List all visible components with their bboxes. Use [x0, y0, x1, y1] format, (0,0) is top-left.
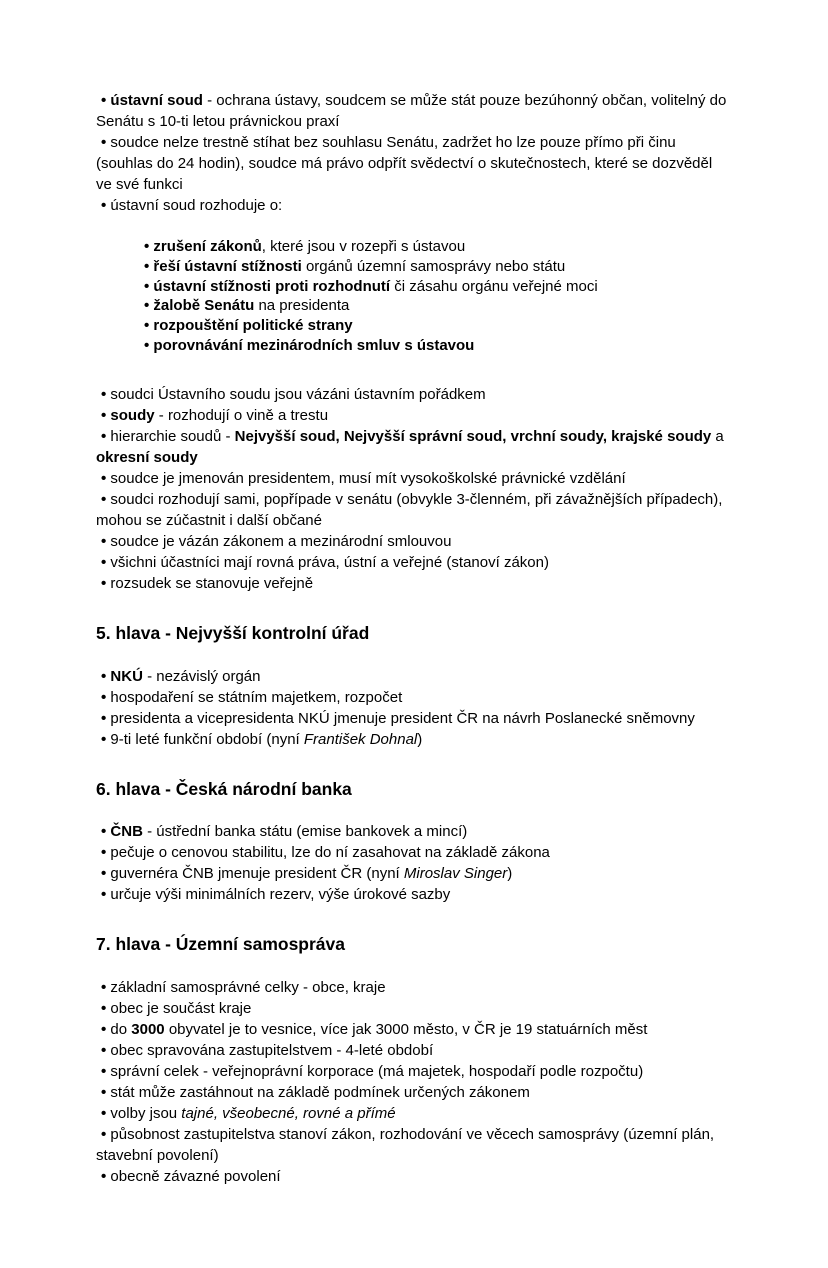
bullet-item — [96, 729, 730, 750]
text-segment: soudce je jmenován presidentem, musí mít vysokoškolské právnické vzdělání — [110, 469, 626, 487]
bullet-icon: • — [101, 709, 111, 727]
bullet-icon: • — [101, 1126, 111, 1144]
bullet-icon: • — [101, 1063, 111, 1081]
document-content — [96, 90, 730, 1187]
text-segment: rozsudek se stanovuje veřejně — [110, 574, 314, 592]
bullet-icon: • — [144, 297, 154, 315]
text-segment: ústavní stížnosti proti rozhodnutí — [153, 277, 391, 295]
bullet-icon: • — [101, 1021, 111, 1039]
bullet-list — [96, 821, 730, 905]
text-segment: presidenta a vicepresidenta NKÚ jmenuje president ČR na návrh Poslanecké sněmovny — [110, 709, 695, 727]
text-segment: soudce je vázán zákonem a mezinárodní smlouvou — [110, 532, 452, 550]
text-segment: základní samosprávné celky - obce, kraje — [110, 979, 386, 997]
text-segment: soudy — [110, 406, 155, 424]
text-segment: ) — [417, 730, 423, 748]
bullet-item — [96, 531, 730, 552]
bullet-item — [96, 1166, 730, 1187]
text-segment: - ochrana ústavy, soudcem se může stát pouze bezúhonný občan, volitelný do Senátu s 10-ti letou právnickou praxí — [96, 92, 727, 130]
bullet-icon: • — [101, 134, 111, 151]
text-segment: guvernéra ČNB jmenuje president ČR (nyní — [110, 865, 404, 883]
text-segment: pečuje o cenovou stabilitu, lze do ní zasahovat na základě zákona — [110, 844, 550, 862]
bullet-item — [96, 132, 730, 195]
bullet-item — [96, 573, 730, 594]
text-segment: zrušení zákonů — [153, 238, 262, 255]
text-segment: obyvatel je to vesnice, více jak 3000 město, v ČR je 19 statuárních měst — [164, 1021, 648, 1039]
bullet-icon: • — [144, 257, 154, 275]
text-segment: ústavní soud — [110, 92, 203, 109]
bullet-icon: • — [101, 553, 111, 571]
text-segment: hospodaření se státním majetkem, rozpočet — [110, 688, 403, 706]
section-heading: 6. hlava - Česká národní banka — [96, 778, 352, 799]
text-segment: orgánů územní samosprávy nebo státu — [301, 257, 566, 275]
bullet-icon: • — [101, 490, 111, 508]
bullet-item — [144, 277, 730, 297]
section-heading: 7. hlava - Územní samospráva — [96, 934, 345, 955]
text-segment: tajné, všeobecné, rovné a přímé — [181, 1105, 396, 1123]
bullet-item — [96, 1061, 730, 1082]
bullet-item — [144, 237, 730, 257]
bullet-icon: • — [101, 1000, 111, 1018]
text-segment: všichni účastníci mají rovná práva, ústní a veřejné (stanoví zákon) — [110, 553, 549, 571]
bullet-list — [96, 384, 730, 594]
text-segment: působnost zastupitelstva stanoví zákon, rozhodování ve věcech samosprávy (územní plán, stavební povolení) — [96, 1126, 715, 1165]
bullet-item — [96, 863, 730, 884]
bullet-list — [96, 666, 730, 750]
text-segment: - rozhodují o vině a trestu — [154, 406, 329, 424]
text-segment: Nejvyšší soud, Nejvyšší správní soud, vrchní soudy, krajské soudy — [234, 427, 712, 445]
bullet-item — [96, 468, 730, 489]
text-segment: ČNB — [110, 823, 143, 841]
bullet-icon: • — [144, 317, 154, 335]
text-segment: soudci Ústavního soudu jsou vázáni ústavním pořádkem — [110, 385, 486, 403]
section-heading: 5. hlava - Nejvyšší kontrolní úřad — [96, 622, 370, 643]
bullet-item — [96, 821, 730, 842]
bullet-icon: • — [101, 385, 111, 403]
sub-bullet-list — [96, 237, 730, 356]
bullet-item — [96, 708, 730, 729]
bullet-item — [96, 405, 730, 426]
bullet-icon: • — [101, 92, 111, 109]
text-segment: okresní soudy — [96, 448, 198, 466]
bullet-icon: • — [144, 238, 154, 255]
text-segment: stát může zastáhnout na základě podmínek určených zákonem — [110, 1084, 530, 1102]
bullet-item — [96, 384, 730, 405]
bullet-item — [96, 842, 730, 863]
bullet-icon: • — [101, 886, 111, 904]
bullet-list — [96, 977, 730, 1187]
text-segment: Miroslav Singer — [403, 865, 508, 883]
bullet-icon: • — [144, 277, 154, 295]
bullet-item — [96, 884, 730, 905]
text-segment: porovnávání mezinárodních smluv s ústavou — [153, 336, 475, 354]
bullet-item — [96, 687, 730, 708]
bullet-icon: • — [101, 427, 111, 445]
text-segment: obecně závazné povolení — [110, 1168, 281, 1186]
bullet-item — [96, 195, 730, 216]
bullet-item — [96, 977, 730, 998]
bullet-item — [144, 296, 730, 316]
text-segment: ) — [507, 865, 513, 883]
text-segment: či zásahu orgánu veřejné moci — [390, 277, 598, 295]
bullet-item — [96, 552, 730, 573]
text-segment: , které jsou v rozepři s ústavou — [261, 238, 466, 255]
bullet-icon: • — [101, 1042, 111, 1060]
text-segment: hierarchie soudů - — [110, 427, 235, 445]
bullet-icon: • — [144, 336, 154, 354]
text-segment: na presidenta — [254, 297, 350, 315]
bullet-item — [96, 1019, 730, 1040]
text-segment: žalobě Senátu — [153, 297, 255, 315]
bullet-icon: • — [101, 1084, 111, 1102]
bullet-item — [96, 1040, 730, 1061]
text-segment: 3000 — [131, 1021, 165, 1039]
text-segment: do — [110, 1021, 132, 1039]
bullet-icon: • — [101, 730, 111, 748]
bullet-item — [144, 257, 730, 277]
text-segment: soudci rozhodují sami, popřípade v senátu (obvykle 3-členném, při závažnějších případech), mohou se zúčastnit i další občané — [96, 490, 723, 529]
bullet-icon: • — [101, 667, 111, 685]
text-segment: František Dohnal — [303, 730, 418, 748]
text-segment: řeší ústavní stížnosti — [153, 257, 302, 275]
bullet-item — [96, 426, 730, 468]
bullet-icon: • — [101, 532, 111, 550]
text-segment: obec je součást kraje — [110, 1000, 252, 1018]
bullet-item — [144, 316, 730, 336]
bullet-item — [96, 666, 730, 687]
text-segment: obec spravována zastupitelstvem - 4-leté období — [110, 1042, 434, 1060]
bullet-list — [96, 90, 730, 216]
bullet-item — [96, 489, 730, 531]
bullet-item — [144, 336, 730, 356]
text-segment: - ústřední banka státu (emise bankovek a mincí) — [142, 823, 468, 841]
text-segment: volby jsou — [110, 1105, 182, 1123]
text-segment: správní celek - veřejnoprávní korporace (má majetek, hospodaří podle rozpočtu) — [110, 1063, 644, 1081]
bullet-item — [96, 1082, 730, 1103]
text-segment: 9-ti leté funkční období (nyní — [110, 730, 304, 748]
bullet-icon: • — [101, 574, 111, 592]
bullet-icon: • — [101, 688, 111, 706]
bullet-icon: • — [101, 979, 111, 997]
bullet-item — [96, 90, 730, 132]
bullet-icon: • — [101, 1105, 111, 1123]
bullet-item — [96, 1103, 730, 1124]
bullet-icon: • — [101, 1168, 111, 1186]
bullet-icon: • — [101, 469, 111, 487]
bullet-icon: • — [101, 406, 111, 424]
bullet-item — [96, 1124, 730, 1166]
text-segment: soudce nelze trestně stíhat bez souhlasu Senátu, zadržet ho lze pouze přímo při činu (souhlas do 24 hodin), soudce má právo odpřít svědectví o skutečnostech, které se dozvěděl ve své funkci — [96, 134, 713, 193]
bullet-icon: • — [101, 823, 111, 841]
bullet-icon: • — [101, 844, 111, 862]
bullet-icon: • — [101, 197, 111, 214]
text-segment: ústavní soud rozhoduje o: — [110, 197, 283, 214]
text-segment: určuje výši minimálních rezerv, výše úrokové sazby — [110, 886, 451, 904]
text-segment: - nezávislý orgán — [142, 667, 261, 685]
bullet-item — [96, 998, 730, 1019]
text-segment: a — [711, 427, 724, 445]
text-segment: rozpouštění politické strany — [153, 317, 353, 335]
text-segment: NKÚ — [110, 667, 143, 685]
bullet-icon: • — [101, 865, 111, 883]
